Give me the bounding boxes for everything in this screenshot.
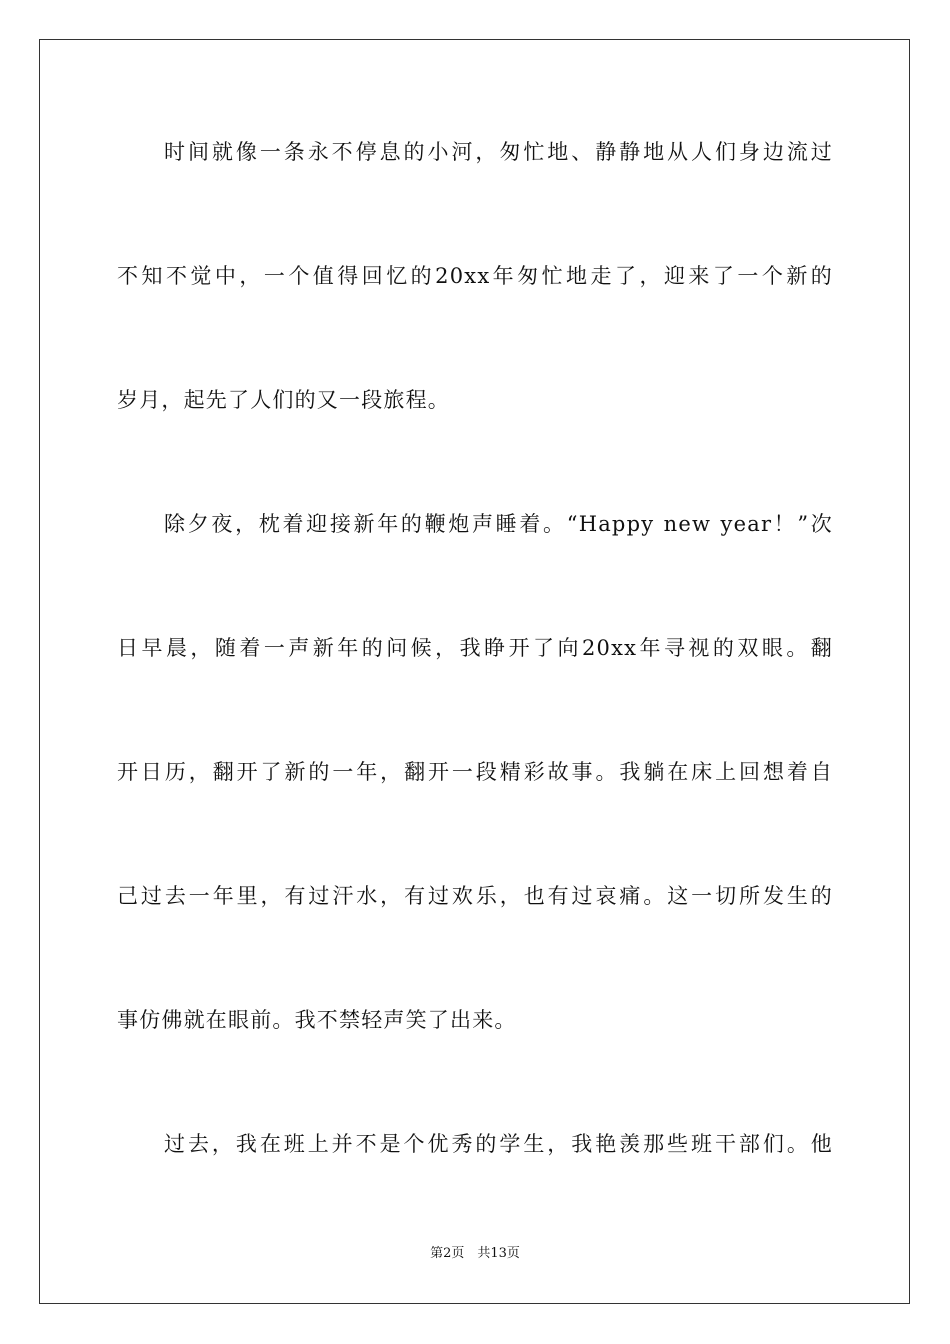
paragraph-1-line-3: 岁月，起先了人们的又一段旅程。 (117, 388, 450, 412)
paragraph-2-line-1: 除夕夜，枕着迎接新年的鞭炮声睡着。“Happy new year！”次 (164, 512, 833, 536)
paragraph-2-line-2: 日早晨，随着一声新年的问候，我睁开了向20xx年寻视的双眼。翻 (117, 636, 833, 660)
paragraph-3-line-1: 过去，我在班上并不是个优秀的学生，我艳羡那些班干部们。他 (164, 1132, 833, 1156)
page-frame (39, 39, 910, 1304)
paragraph-1-line-1: 时间就像一条永不停息的小河，匆忙地、静静地从人们身边流过 (164, 140, 833, 164)
paragraph-2-line-3: 开日历，翻开了新的一年，翻开一段精彩故事。我躺在床上回想着自 (117, 760, 833, 784)
page-number-footer: 第2页 共13页 (430, 1246, 520, 1261)
paragraph-2-line-5: 事仿佛就在眼前。我不禁轻声笑了出来。 (117, 1008, 517, 1032)
paragraph-1-line-2: 不知不觉中，一个值得回忆的20xx年匆忙地走了，迎来了一个新的 (117, 264, 833, 288)
paragraph-2-line-4: 己过去一年里，有过汗水，有过欢乐，也有过哀痛。这一切所发生的 (117, 884, 833, 908)
